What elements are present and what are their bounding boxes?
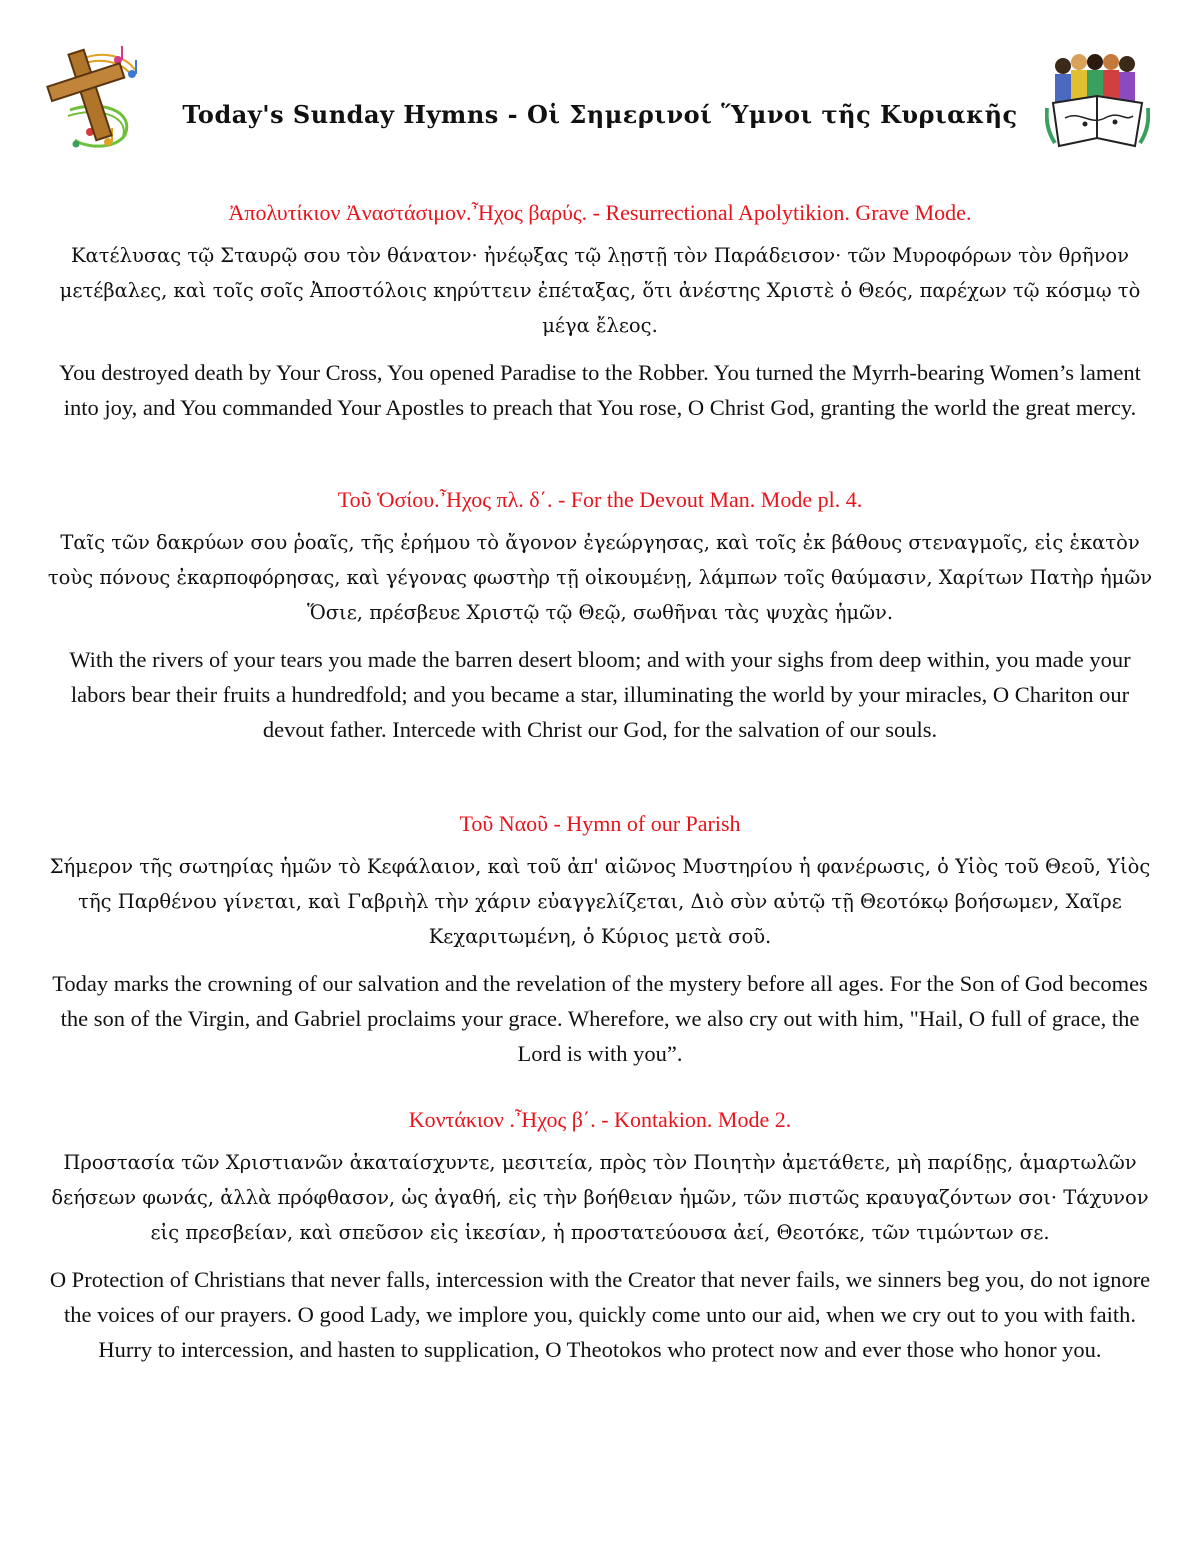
section-heading: Τοῦ Ὁσίου.Ἦχος πλ. δ΄. - For the Devout Man. Mode pl. 4. [337, 487, 863, 512]
page-title: Today's Sunday Hymns - Οἱ Σημερινοί Ὕμνοι τῆς Κυριακῆς [182, 100, 1018, 129]
choir-icon [1045, 48, 1150, 150]
apolytikion-section [40, 198, 1160, 425]
hymns-content [40, 198, 1160, 1367]
devout-man-section [40, 485, 1160, 747]
greek-text: Προστασία τῶν Χριστιανῶν ἀκαταίσχυντε, μεσιτεία, πρὸς τὸν Ποιητὴν ἀμετάθετε, μὴ παρίδῃς, ἁμαρτωλῶν δεήσεων φωνάς, ἀλλὰ πρόφθασον, ὡς ἀγαθή, εἰς τὴν βοήθειαν ἡμῶν, τῶν πιστῶς κραυγαζόντων σοι· Τάχυνον εἰς πρεσβείαν, καὶ σπεῦσον εἰς ἱκεσίαν, ἡ προστατεύουσα ἀεί, Θεοτόκε, τῶν τιμώντων σε. [51, 1151, 1149, 1244]
english-text: You destroyed death by Your Cross, You opened Paradise to the Robber. You turned the Myrrh-bearing Women’s lament into joy, and You commanded Your Apostles to preach that You rose, O Christ God, granting the world the great mercy. [59, 360, 1141, 420]
section-heading: Κοντάκιον .Ἦχος β΄. - Kontakion. Mode 2. [408, 1107, 792, 1132]
english-text: With the rivers of your tears you made the barren desert bloom; and with your sighs from deep within, you made your labors bear their fruits a hundredfold; and you became a star, illuminating the world by your miracles, O Chariton our devout father. Intercede with Christ our God, for the salvation of our souls. [69, 647, 1131, 742]
greek-text: Σήμερον τῆς σωτηρίας ἡμῶν τὸ Κεφάλαιον, καὶ τοῦ ἀπ' αἰῶνος Μυστηρίου ἡ φανέρωσις, ὁ Υἱὸς τοῦ Θεοῦ, Υἱὸς τῆς Παρθένου γίνεται, καὶ Γαβριὴλ τὴν χάριν εὐαγγελίζεται, Διὸ σὺν αὐτῷ τῇ Θεοτόκῳ βοήσωμεν, Χαῖρε Κεχαριτωμένη, ὁ Κύριος μετὰ σοῦ. [49, 855, 1151, 948]
kontakion-section [40, 1105, 1160, 1367]
parish-hymn-section [40, 809, 1160, 1071]
english-text: Today marks the crowning of our salvation and the revelation of the mystery before all ages. For the Son of God becomes the son of the Virgin, and Gabriel proclaims your grace. Wherefore, we also cry out with him, "Hail, O full of grace, the Lord is with you”. [52, 971, 1148, 1066]
section-heading: Ἀπολυτίκιον Ἀναστάσιμον.Ἦχος βαρύς. - Resurrectional Apolytikion. Grave Mode. [228, 200, 972, 225]
cross-music-icon [40, 40, 150, 155]
greek-text: Ταῖς τῶν δακρύων σου ῥοαῖς, τῆς ἐρήμου τὸ ἄγονον ἐγεώργησας, καὶ τοῖς ἐκ βάθους στεναγμοῖς, εἰς ἑκατὸν τοὺς πόνους ἐκαρποφόρησας, καὶ γέγονας φωστὴρ τῇ οἰκουμένῃ, λάμπων τοῖς θαύμασιν, Χαρίτων Πατὴρ ἡμῶν Ὅσιε, πρέσβευε Χριστῷ τῷ Θεῷ, σωθῆναι τὰς ψυχὰς ἡμῶν. [47, 531, 1153, 624]
greek-text: Κατέλυσας τῷ Σταυρῷ σου τὸν θάνατον· ἠνέῳξας τῷ λῃστῇ τὸν Παράδεισον· τῶν Μυροφόρων τὸν θρῆνον μετέβαλες, καὶ τοῖς σοῖς Ἀποστόλοις κηρύττειν ἐπέταξας, ὅτι ἀνέστης Χριστὲ ὁ Θεός, παρέχων τῷ κόσμῳ τὸ μέγα ἔλεος. [59, 244, 1141, 337]
section-heading: Τοῦ Ναοῦ - Hymn of our Parish [459, 811, 741, 836]
page-header [0, 0, 1200, 160]
english-text: O Protection of Christians that never falls, intercession with the Creator that never fails, we sinners beg you, do not ignore the voices of our prayers. O good Lady, we implore you, quickly come unto our aid, when we cry out to you with faith. Hurry to intercession, and hasten to supplication, O Theotokos who protect now and ever those who honor you. [49, 1267, 1151, 1362]
